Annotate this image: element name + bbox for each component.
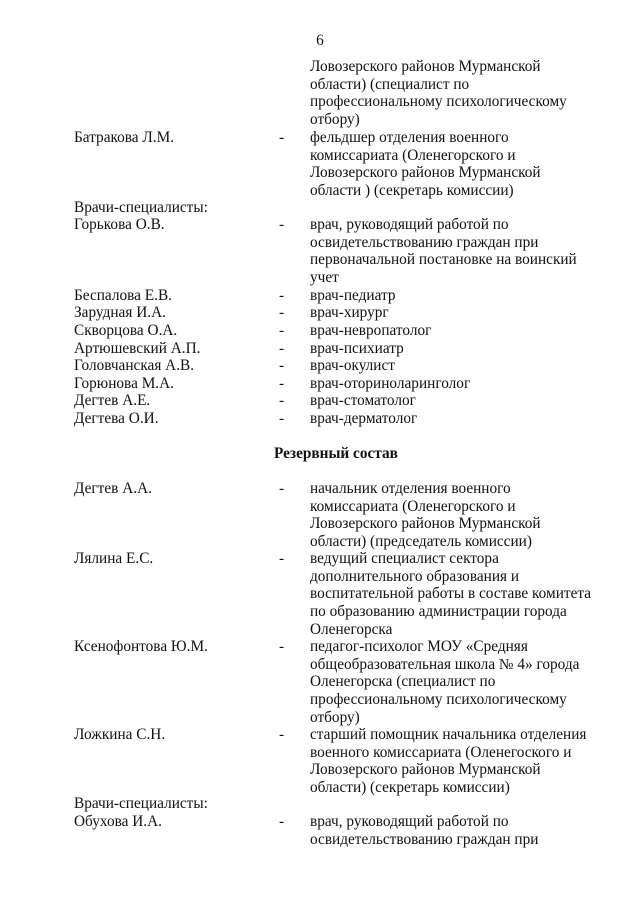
member-role: врач-педиатр bbox=[310, 287, 396, 304]
member-role bbox=[310, 638, 610, 727]
desc-line: области) (председатель комиссии) bbox=[310, 533, 532, 551]
desc-line: Ловозерского районов Мурманской bbox=[310, 164, 541, 182]
desc-line: отбору) bbox=[310, 111, 360, 129]
desc-line: отбору) bbox=[310, 708, 360, 726]
desc-line: профессиональному психологическому bbox=[310, 691, 567, 709]
section-heading-reserve: Резервный состав bbox=[274, 445, 398, 462]
desc-line: старший помощник начальника отделения bbox=[310, 726, 587, 743]
dash: - bbox=[279, 287, 285, 304]
member-name: Дегтев А.А. bbox=[74, 480, 152, 497]
desc-line: Ловозерского районов Мурманской bbox=[310, 58, 541, 75]
dash: - bbox=[279, 392, 285, 409]
dash: - bbox=[279, 813, 285, 830]
dash: - bbox=[279, 216, 285, 233]
desc-line: дополнительного образования и bbox=[310, 567, 520, 585]
member-role bbox=[310, 480, 610, 551]
dash: - bbox=[279, 375, 285, 392]
page-number: 6 bbox=[316, 32, 324, 49]
member-role bbox=[310, 129, 610, 200]
desc-line: педагог-психолог МОУ «Средняя bbox=[310, 638, 528, 655]
member-role: врач-оториноларинголог bbox=[310, 375, 471, 392]
member-name: Ксенофонтова Ю.М. bbox=[74, 638, 208, 655]
dash: - bbox=[279, 322, 285, 339]
member-name: Беспалова Е.В. bbox=[74, 287, 172, 304]
member-name: Зарудная И.А. bbox=[74, 304, 166, 321]
section-label-reserve-doctors: Врачи-специалисты: bbox=[74, 795, 208, 812]
desc-line: ведущий специалист сектора bbox=[310, 550, 499, 567]
desc-line: Ловозерского районов Мурманской bbox=[310, 761, 541, 779]
entry-description-continued bbox=[310, 58, 610, 129]
dash: - bbox=[279, 129, 285, 146]
member-name: Скворцова О.А. bbox=[74, 322, 178, 339]
member-role: врач-психиатр bbox=[310, 340, 404, 357]
member-name: Батракова Л.М. bbox=[74, 129, 175, 146]
desc-line: общеобразовательная школа № 4» города bbox=[310, 655, 580, 673]
desc-line: по образованию администрации города bbox=[310, 603, 567, 621]
desc-line: первоначальной постановке на воинский bbox=[310, 251, 577, 269]
section-label-doctors: Врачи-специалисты: bbox=[74, 199, 208, 216]
desc-line: начальник отделения военного bbox=[310, 480, 511, 497]
desc-line: военного комиссариата (Оленегоского и bbox=[310, 743, 572, 761]
member-name: Дегтев А.Е. bbox=[74, 392, 151, 409]
member-name: Обухова И.А. bbox=[74, 813, 162, 830]
desc-line: Оленегорска bbox=[310, 620, 393, 638]
member-role: врач-хирург bbox=[310, 304, 389, 321]
member-role: врач-дерматолог bbox=[310, 410, 418, 427]
dash: - bbox=[279, 304, 285, 321]
member-role: врач-стоматолог bbox=[310, 392, 416, 409]
desc-line: области) (секретарь комиссии) bbox=[310, 779, 510, 797]
dash: - bbox=[279, 410, 285, 427]
dash: - bbox=[279, 480, 285, 497]
desc-line: врач, руководящий работой по bbox=[310, 813, 509, 830]
dash: - bbox=[279, 638, 285, 655]
dash: - bbox=[279, 550, 285, 567]
member-role bbox=[310, 813, 610, 848]
desc-line: воспитательной работы в составе комитета bbox=[310, 585, 592, 603]
desc-line: профессиональному психологическому bbox=[310, 93, 567, 111]
member-name: Ложкина С.Н. bbox=[74, 726, 166, 743]
member-name: Головчанская А.В. bbox=[74, 357, 195, 374]
member-role bbox=[310, 550, 610, 639]
desc-line: учет bbox=[310, 269, 339, 287]
desc-line: области ) (секретарь комиссии) bbox=[310, 182, 514, 200]
desc-line: освидетельствованию граждан при bbox=[310, 233, 539, 251]
member-name: Горюнова М.А. bbox=[74, 375, 174, 392]
desc-line: освидетельствованию граждан при bbox=[310, 830, 539, 848]
member-name: Лялина Е.С. bbox=[74, 550, 154, 567]
member-name: Артюшевский А.П. bbox=[74, 340, 201, 357]
desc-line: врач, руководящий работой по bbox=[310, 216, 509, 233]
dash: - bbox=[279, 340, 285, 357]
desc-line: области) (специалист по bbox=[310, 75, 470, 93]
desc-line: фельдшер отделения военного bbox=[310, 129, 509, 146]
dash: - bbox=[279, 726, 285, 743]
member-name: Дегтева О.И. bbox=[74, 410, 159, 427]
dash: - bbox=[279, 357, 285, 374]
desc-line: комиссариата (Оленегорского и bbox=[310, 146, 516, 164]
member-name: Горькова О.В. bbox=[74, 216, 165, 233]
desc-line: комиссариата (Оленегорского и bbox=[310, 497, 516, 515]
member-role bbox=[310, 216, 610, 287]
member-role bbox=[310, 726, 610, 797]
desc-line: Оленегорска (специалист по bbox=[310, 673, 496, 691]
member-role: врач-окулист bbox=[310, 357, 395, 374]
member-role: врач-невропатолог bbox=[310, 322, 432, 339]
desc-line: Ловозерского районов Мурманской bbox=[310, 515, 541, 533]
